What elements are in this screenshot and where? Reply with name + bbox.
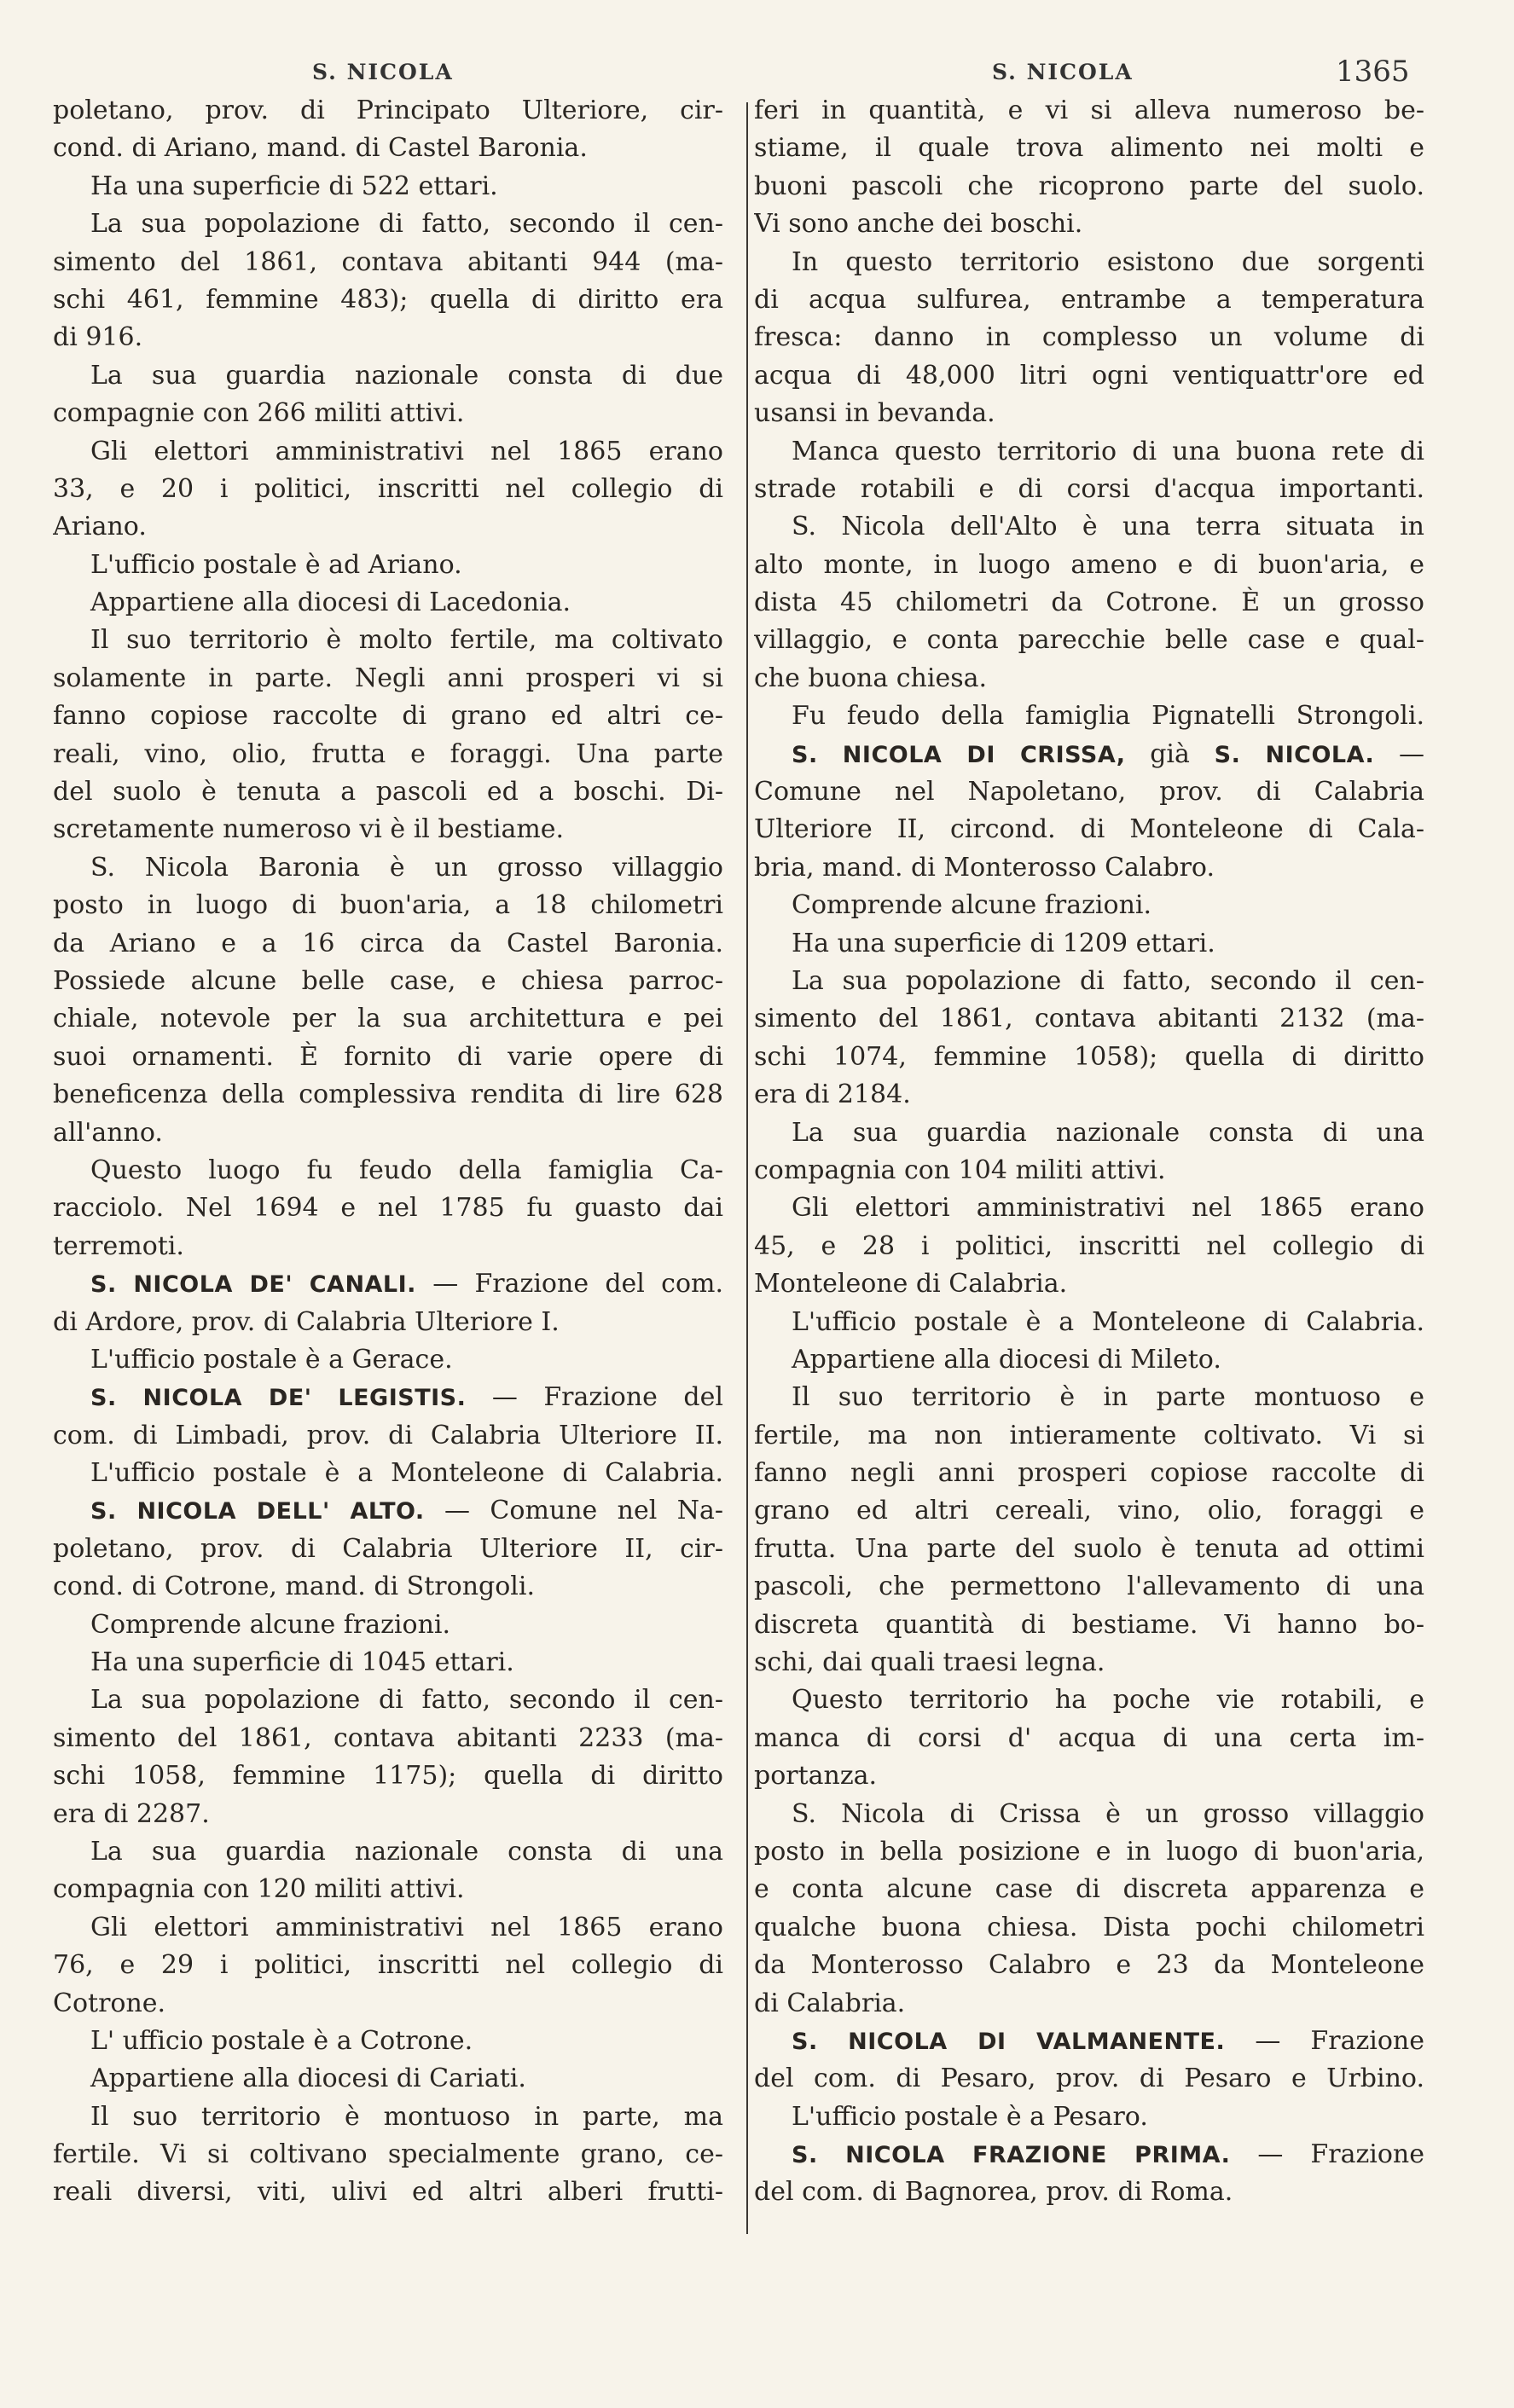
- text-line: [53, 1152, 723, 1190]
- running-header-right: S. NICOLA: [992, 60, 1134, 84]
- text-line: [53, 281, 723, 319]
- line-text: Appartiene alla diocesi di Mileto.: [792, 1344, 1221, 1375]
- text-line: [53, 547, 723, 584]
- entry-heading: S. NICOLA DE' LEGISTIS.: [90, 1385, 467, 1412]
- line-text: Ha una superficie di 1045 ettari.: [90, 1647, 514, 1678]
- text-line: [53, 433, 723, 471]
- text-line: [53, 1228, 723, 1265]
- left-column: [53, 92, 723, 2212]
- text-line: [754, 660, 1424, 698]
- line-text: suoi ornamenti. È fornito di varie opere di: [53, 1041, 723, 1072]
- text-line: [754, 1455, 1424, 1492]
- line-text: Questo territorio ha poche vie rotabili, e: [792, 1685, 1424, 1716]
- text-line: [53, 244, 723, 281]
- line-text: Manca questo territorio di una buona rete di: [792, 436, 1424, 466]
- line-text: fertile, ma non intieramente coltivato. Vi si: [754, 1420, 1424, 1450]
- text-line: [53, 1947, 723, 1984]
- text-line: [754, 168, 1424, 205]
- text-line: [53, 471, 723, 508]
- line-text: Monteleone di Calabria.: [754, 1269, 1068, 1300]
- text-line: [754, 925, 1424, 963]
- line-text: feri in quantità, e vi si alleva numeroso be-: [754, 96, 1424, 125]
- line-text: acqua di 48,000 litri ogni ventiquattr'ore ed: [754, 360, 1424, 391]
- line-text: simento del 1861, contava abitanti 944 (ma-: [53, 246, 723, 277]
- text-line: [754, 736, 1424, 773]
- text-line: [754, 1757, 1424, 1795]
- line-text: La sua popolazione di fatto, secondo il cen-: [90, 209, 723, 240]
- line-text: era di 2184.: [754, 1080, 911, 1110]
- line-text: S. Nicola Baronia è un grosso villaggio: [90, 852, 723, 883]
- line-text: Gli elettori amministrativi nel 1865 erano: [90, 1912, 723, 1942]
- text-line: [53, 1417, 723, 1455]
- line-text: cond. di Ariano, mand. di Castel Baronia.: [53, 133, 588, 164]
- line-text: Possiede alcune belle case, e chiesa parroc-: [53, 965, 723, 996]
- text-line: [53, 2174, 723, 2211]
- text-line: [754, 1720, 1424, 1757]
- text-line: [53, 1265, 723, 1303]
- text-line: [53, 1606, 723, 1644]
- text-line: [754, 1644, 1424, 1682]
- text-line: [754, 1190, 1424, 1227]
- text-line: [53, 205, 723, 243]
- line-text: reali, vino, olio, frutta e foraggi. Una parte: [53, 738, 723, 769]
- text-line: [754, 319, 1424, 356]
- line-text: già: [1125, 738, 1215, 769]
- line-text: del suolo è tenuta a pascoli ed a boschi. Di-: [53, 777, 723, 807]
- text-line: [53, 1379, 723, 1416]
- line-text: Gli elettori amministrativi nel 1865 erano: [90, 436, 723, 466]
- text-line: [754, 887, 1424, 924]
- text-line: [53, 1871, 723, 1908]
- text-line: [754, 1152, 1424, 1190]
- text-line: [754, 584, 1424, 622]
- text-line: [53, 1455, 723, 1492]
- text-line: [53, 1833, 723, 1871]
- text-line: [754, 1265, 1424, 1303]
- line-text: Ha una superficie di 1209 ettari.: [792, 928, 1215, 958]
- line-text: S. Nicola dell'Alto è una terra situata in: [792, 512, 1424, 542]
- text-line: [53, 1757, 723, 1795]
- line-text: discreta quantità di bestiame. Vi hanno bo-: [754, 1609, 1424, 1640]
- text-line: [754, 2174, 1424, 2211]
- line-text: di Calabria.: [754, 1988, 906, 2018]
- entry-heading: S. NICOLA FRAZIONE PRIMA.: [792, 2142, 1231, 2169]
- line-text: strade rotabili e di corsi d'acqua importanti.: [754, 473, 1424, 504]
- line-text: La sua guardia nazionale consta di una: [90, 1836, 723, 1867]
- text-line: [754, 1871, 1424, 1908]
- line-text: villaggio, e conta parecchie belle case e qual-: [754, 625, 1424, 656]
- line-text: chiale, notevole per la sua architettura e pei: [53, 1004, 723, 1034]
- line-text: alto monte, in luogo ameno e di buon'aria, e: [754, 549, 1424, 580]
- line-text: che buona chiesa.: [754, 663, 988, 693]
- text-line: [754, 963, 1424, 1000]
- line-text: stiame, il quale trova alimento nei molti e: [754, 133, 1424, 164]
- line-text: fresca: danno in complesso un volume di: [754, 322, 1424, 353]
- line-text: La sua popolazione di fatto, secondo il cen-: [90, 1685, 723, 1716]
- line-text: Fu feudo della famiglia Pignatelli Strongoli.: [792, 701, 1424, 732]
- text-line: [754, 1531, 1424, 1568]
- line-text: posto in bella posizione e in luogo di buon'aria,: [754, 1836, 1424, 1867]
- line-text: 33, e 20 i politici, inscritti nel collegio di: [53, 473, 723, 504]
- line-text: compagnie con 266 militi attivi.: [53, 398, 465, 429]
- line-text: La sua guardia nazionale consta di una: [792, 1117, 1424, 1148]
- text-line: [754, 1682, 1424, 1719]
- line-text: —: [1374, 738, 1424, 769]
- entry-heading: S. NICOLA DELL' ALTO.: [90, 1498, 425, 1525]
- column-divider: [746, 102, 748, 2234]
- text-line: [754, 622, 1424, 659]
- line-text: Comprende alcune frazioni.: [792, 890, 1152, 921]
- line-text: Il suo territorio è montuoso in parte, ma: [90, 2101, 723, 2132]
- text-line: [53, 1076, 723, 1114]
- line-text: Comune nel Napoletano, prov. di Calabria: [754, 777, 1424, 807]
- text-line: [754, 1039, 1424, 1076]
- text-line: [53, 1720, 723, 1757]
- text-line: [754, 92, 1424, 130]
- line-text: Il suo territorio è in parte montuoso e: [792, 1382, 1424, 1413]
- line-text: da Monterosso Calabro e 23 da Monteleone: [754, 1950, 1424, 1981]
- line-text: racciolo. Nel 1694 e nel 1785 fu guasto dai: [53, 1193, 723, 1224]
- line-text: e conta alcune case di discreta apparenza e: [754, 1874, 1424, 1905]
- line-text: L' ufficio postale è a Cotrone.: [90, 2025, 473, 2056]
- line-text: L'ufficio postale è a Gerace.: [90, 1344, 453, 1375]
- text-line: [53, 319, 723, 356]
- line-text: L'ufficio postale è a Monteleone di Calabria.: [792, 1306, 1424, 1337]
- text-line: [53, 1039, 723, 1076]
- line-text: 45, e 28 i politici, inscritti nel collegio di: [754, 1230, 1424, 1261]
- text-line: [53, 92, 723, 130]
- text-line: [53, 963, 723, 1000]
- line-text: era di 2287.: [53, 1798, 210, 1829]
- line-text: Ariano.: [53, 512, 147, 542]
- text-line: [53, 1682, 723, 1719]
- text-line: [754, 1947, 1424, 1984]
- text-line: [754, 2136, 1424, 2174]
- line-text: fanno copiose raccolte di grano ed altri ce-: [53, 701, 723, 732]
- text-line: [53, 925, 723, 963]
- entry-heading: S. NICOLA DI CRISSA,: [792, 741, 1126, 768]
- line-text: di acqua sulfurea, entrambe a temperatura: [754, 284, 1424, 315]
- line-text: Cotrone.: [53, 1988, 166, 2018]
- text-line: [53, 1114, 723, 1152]
- text-line: [53, 1531, 723, 1568]
- right-column: [754, 92, 1424, 2212]
- line-text: frutta. Una parte del suolo è tenuta ad ottimi: [754, 1533, 1424, 1564]
- line-text: del com. di Pesaro, prov. di Pesaro e Urbino.: [754, 2064, 1424, 2094]
- text-line: [53, 1909, 723, 1947]
- text-line: [53, 508, 723, 546]
- line-text: beneficenza della complessiva rendita di lire 628: [53, 1080, 723, 1110]
- entry-heading: S. NICOLA DE' CANALI.: [90, 1271, 416, 1299]
- line-text: posto in luogo di buon'aria, a 18 chilometri: [53, 890, 723, 921]
- line-text: schi, dai quali traesi legna.: [754, 1647, 1105, 1678]
- line-text: L'ufficio postale è a Monteleone di Calabria.: [90, 1458, 723, 1489]
- line-text: manca di corsi d' acqua di una certa im-: [754, 1722, 1424, 1753]
- text-line: [754, 244, 1424, 281]
- text-line: [53, 1796, 723, 1833]
- line-text: schi 461, femmine 483); quella di diritto era: [53, 284, 723, 315]
- line-text: all'anno.: [53, 1117, 163, 1148]
- text-line: [754, 1114, 1424, 1152]
- line-text: L'ufficio postale è a Pesaro.: [792, 2101, 1148, 2132]
- line-text: pascoli, che permettono l'allevamento di una: [754, 1572, 1424, 1602]
- text-line: [53, 2098, 723, 2136]
- line-text: poletano, prov. di Principato Ulteriore, cir-: [53, 96, 723, 125]
- text-line: [754, 1304, 1424, 1341]
- text-line: [53, 584, 723, 622]
- text-line: [53, 130, 723, 167]
- text-line: [754, 1985, 1424, 2023]
- text-line: [53, 811, 723, 848]
- line-text: fanno negli anni prosperi copiose raccolte di: [754, 1458, 1424, 1489]
- text-line: [754, 130, 1424, 167]
- text-line: [754, 2098, 1424, 2136]
- line-text: scretamente numeroso vi è il bestiame.: [53, 814, 565, 845]
- text-line: [53, 622, 723, 659]
- line-text: da Ariano e a 16 circa da Castel Baronia.: [53, 928, 723, 958]
- line-text: — Frazione del: [466, 1382, 723, 1413]
- line-text: com. di Limbadi, prov. di Calabria Ulteriore II.: [53, 1420, 723, 1450]
- line-text: Ulteriore II, circond. di Monteleone di Cala-: [754, 814, 1424, 845]
- line-text: di 916.: [53, 322, 143, 353]
- text-line: [754, 395, 1424, 432]
- text-line: [754, 773, 1424, 811]
- line-text: simento del 1861, contava abitanti 2132 (ma-: [754, 1004, 1424, 1034]
- line-text: di Ardore, prov. di Calabria Ulteriore I.: [53, 1306, 560, 1337]
- line-text: La sua popolazione di fatto, secondo il cen-: [792, 965, 1424, 996]
- line-text: Appartiene alla diocesi di Lacedonia.: [90, 588, 571, 618]
- text-line: [53, 773, 723, 811]
- text-line: [754, 1341, 1424, 1379]
- line-text: S. Nicola di Crissa è un grosso villaggio: [792, 1798, 1424, 1829]
- text-line: [53, 2023, 723, 2060]
- line-text: compagnia con 104 militi attivi.: [754, 1155, 1166, 1185]
- text-line: [53, 660, 723, 698]
- text-line: [754, 433, 1424, 471]
- text-line: [754, 508, 1424, 546]
- text-line: [754, 471, 1424, 508]
- line-text: poletano, prov. di Calabria Ulteriore II, cir-: [53, 1533, 723, 1564]
- line-text: portanza.: [754, 1761, 878, 1792]
- text-line: [754, 1606, 1424, 1644]
- line-text: compagnia con 120 militi attivi.: [53, 1874, 465, 1905]
- text-line: [754, 849, 1424, 887]
- line-text: — Frazione: [1225, 2025, 1424, 2056]
- line-text: — Comune nel Na-: [424, 1496, 723, 1526]
- line-text: del com. di Bagnorea, prov. di Roma.: [754, 2177, 1233, 2208]
- text-line: [53, 1000, 723, 1038]
- line-text: Comprende alcune frazioni.: [90, 1609, 451, 1640]
- text-line: [53, 698, 723, 735]
- page-number: 1365: [1336, 55, 1410, 89]
- text-line: [754, 698, 1424, 735]
- text-line: [754, 2023, 1424, 2060]
- line-text: Il suo territorio è molto fertile, ma coltivato: [90, 625, 723, 656]
- line-text: solamente in parte. Negli anni prosperi vi si: [53, 663, 723, 693]
- text-line: [53, 357, 723, 395]
- line-text: L'ufficio postale è ad Ariano.: [90, 549, 462, 580]
- line-text: grano ed altri cereali, vino, olio, foraggi e: [754, 1496, 1424, 1526]
- text-line: [754, 281, 1424, 319]
- text-line: [754, 2060, 1424, 2098]
- text-line: [754, 1833, 1424, 1871]
- line-text: reali diversi, viti, ulivi ed altri alberi frutti-: [53, 2177, 723, 2208]
- line-text: qualche buona chiesa. Dista pochi chilometri: [754, 1912, 1424, 1942]
- text-line: [53, 2060, 723, 2098]
- text-line: [53, 887, 723, 924]
- text-line: [754, 811, 1424, 848]
- line-text: — Frazione: [1230, 2139, 1424, 2170]
- text-line: [53, 1568, 723, 1606]
- text-line: [53, 1492, 723, 1530]
- line-text: Gli elettori amministrativi nel 1865 erano: [792, 1193, 1424, 1224]
- line-text: 76, e 29 i politici, inscritti nel collegio di: [53, 1950, 723, 1981]
- line-text: — Frazione del com.: [415, 1269, 723, 1300]
- line-text: buoni pascoli che ricoprono parte del suolo.: [754, 171, 1424, 201]
- line-text: Ha una superficie di 522 ettari.: [90, 171, 498, 201]
- line-text: Appartiene alla diocesi di Cariati.: [90, 2064, 526, 2094]
- text-line: [754, 1379, 1424, 1416]
- line-text: fertile. Vi si coltivano specialmente grano, ce-: [53, 2139, 723, 2170]
- line-text: Vi sono anche dei boschi.: [754, 209, 1083, 240]
- line-text: bria, mand. di Monterosso Calabro.: [754, 852, 1215, 883]
- text-line: [53, 1985, 723, 2023]
- entry-heading: S. NICOLA DI VALMANENTE.: [792, 2028, 1226, 2055]
- text-line: [754, 1076, 1424, 1114]
- text-line: [53, 1644, 723, 1682]
- line-text: dista 45 chilometri da Cotrone. È un grosso: [754, 588, 1424, 618]
- running-header-left: S. NICOLA: [312, 60, 454, 84]
- text-line: [754, 1228, 1424, 1265]
- text-line: [53, 395, 723, 432]
- entry-heading: S. NICOLA.: [1214, 741, 1375, 768]
- line-text: Questo luogo fu feudo della famiglia Ca-: [90, 1155, 723, 1185]
- line-text: terremoti.: [53, 1230, 184, 1261]
- line-text: usansi in bevanda.: [754, 398, 995, 429]
- text-line: [754, 1796, 1424, 1833]
- text-line: [754, 1417, 1424, 1455]
- text-line: [754, 1000, 1424, 1038]
- text-line: [754, 357, 1424, 395]
- text-line: [53, 1190, 723, 1227]
- text-line: [53, 849, 723, 887]
- text-line: [754, 1909, 1424, 1947]
- text-line: [53, 168, 723, 205]
- text-line: [754, 1568, 1424, 1606]
- line-text: schi 1074, femmine 1058); quella di diritto: [754, 1041, 1424, 1072]
- text-line: [53, 2136, 723, 2174]
- text-line: [754, 1492, 1424, 1530]
- line-text: La sua guardia nazionale consta di due: [90, 360, 723, 391]
- text-line: [754, 205, 1424, 243]
- text-line: [53, 1304, 723, 1341]
- line-text: cond. di Cotrone, mand. di Strongoli.: [53, 1572, 536, 1602]
- line-text: schi 1058, femmine 1175); quella di diritto: [53, 1761, 723, 1792]
- line-text: simento del 1861, contava abitanti 2233 (ma-: [53, 1722, 723, 1753]
- text-line: [53, 1341, 723, 1379]
- text-line: [53, 736, 723, 773]
- text-line: [754, 547, 1424, 584]
- line-text: In questo territorio esistono due sorgenti: [792, 246, 1424, 277]
